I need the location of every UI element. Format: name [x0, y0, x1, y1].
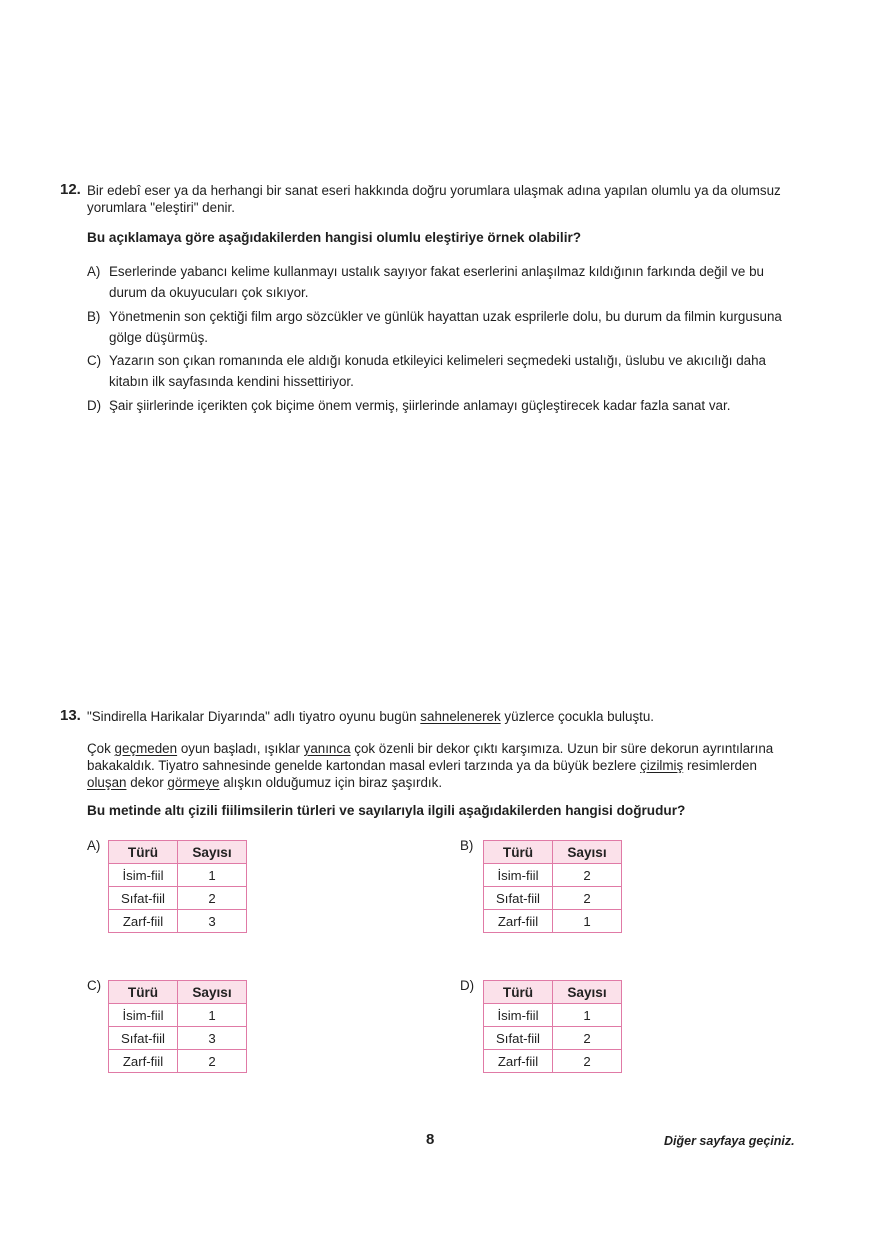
q13-passage-text: alışkın olduğumuz için biraz şaşırdık. [219, 775, 443, 790]
header-turu: Türü [484, 981, 553, 1004]
q13-passage-text: resimlerden [683, 758, 757, 773]
cell-count: 1 [553, 910, 622, 933]
q13-intro [87, 708, 654, 725]
q12-option-a-line2: durum da okuyucuları çok sıkıyor. [109, 285, 309, 300]
table-row [484, 1050, 622, 1073]
cell-type: Zarf-fiil [109, 910, 178, 933]
q12-stem [87, 182, 827, 216]
table-row [484, 887, 622, 910]
cell-type: İsim-fiil [109, 864, 178, 887]
next-page-note: Diğer sayfaya geçiniz. [664, 1134, 795, 1148]
cell-type: Zarf-fiil [109, 1050, 178, 1073]
q12-stem-line2: yorumlara "eleştiri" denir. [87, 200, 235, 215]
cell-count: 1 [178, 864, 247, 887]
cell-type: İsim-fiil [109, 1004, 178, 1027]
cell-type: Zarf-fiil [484, 910, 553, 933]
q13-passage-text: çok özenli bir dekor çıktı karşımıza. Uzun bir süre dekorun ayrıntılarına [350, 741, 774, 756]
cell-type: İsim-fiil [484, 864, 553, 887]
q13-option-d-table [483, 980, 622, 1073]
q12-number: 12. [60, 181, 81, 198]
header-sayisi: Sayısı [553, 981, 622, 1004]
q13-option-letter: D) [460, 978, 475, 993]
q13-underlined-verbal: sahnelenerek [420, 709, 501, 724]
cell-type: Sıfat-fiil [484, 887, 553, 910]
q13-underlined-verbal: görmeye [167, 775, 220, 790]
cell-count: 2 [178, 1050, 247, 1073]
cell-type: Zarf-fiil [484, 1050, 553, 1073]
cell-type: Sıfat-fiil [484, 1027, 553, 1050]
q13-passage-text: oyun başladı, ışıklar [177, 741, 304, 756]
q12-option-letter: C) [87, 353, 102, 368]
q12-option-c-line2: kitabın ilk sayfasında kendini hissettiriyor. [109, 374, 354, 389]
table-row [484, 1027, 622, 1050]
q13-option-b-table [483, 840, 622, 933]
table-row [109, 910, 247, 933]
header-turu: Türü [109, 981, 178, 1004]
cell-count: 2 [553, 887, 622, 910]
cell-type: Sıfat-fiil [109, 887, 178, 910]
table-row [484, 910, 622, 933]
cell-count: 3 [178, 910, 247, 933]
q13-option-letter: C) [87, 978, 102, 993]
cell-count: 2 [178, 887, 247, 910]
table-row [109, 864, 247, 887]
q13-underlined-verbal: oluşan [87, 775, 127, 790]
q13-intro-text: yüzlerce çocukla buluştu. [500, 709, 655, 724]
q12-option-d-line1: Şair şiirlerinde içerikten çok biçime önem vermiş, şiirlerinde anlamayı güçleştirecek kadar fazla sanat var. [109, 398, 731, 413]
table-row [484, 864, 622, 887]
q13-underlined-verbal: yanınca [303, 741, 351, 756]
q13-intro-text: "Sindirella Harikalar Diyarında" adlı tiyatro oyunu bugün [87, 709, 421, 724]
cell-type: Sıfat-fiil [109, 1027, 178, 1050]
page-number: 8 [426, 1131, 435, 1148]
q12-option-text [109, 261, 764, 303]
q13-number: 13. [60, 707, 81, 724]
q13-option-c-table [108, 980, 247, 1073]
cell-count: 1 [178, 1004, 247, 1027]
q12-option-b-line2: gölge düşürmüş. [109, 330, 208, 345]
q12-question: Bu açıklamaya göre aşağıdakilerden hangisi olumlu eleştiriye örnek olabilir? [87, 230, 582, 245]
q12-option-b-line1: Yönetmenin son çektiği film argo sözcükler ve günlük hayattan uzak esprilerle dolu, bu durum da filmin kurgusuna [109, 309, 782, 324]
q13-option-a-table [108, 840, 247, 933]
table-row [109, 1004, 247, 1027]
cell-count: 2 [553, 1027, 622, 1050]
q12-option-letter: B) [87, 309, 101, 324]
q13-passage [87, 740, 817, 791]
cell-count: 2 [553, 1050, 622, 1073]
q12-option-text [109, 306, 782, 348]
table-row [109, 1050, 247, 1073]
q12-option-a-line1: Eserlerinde yabancı kelime kullanmayı ustalık sayıyor fakat eserlerini anlaşılmaz kıldığının farkında değil ve bu [109, 264, 764, 279]
q12-option-letter: A) [87, 264, 101, 279]
header-sayisi: Sayısı [178, 841, 247, 864]
q12-option-text [109, 395, 730, 416]
header-turu: Türü [484, 841, 553, 864]
table-row [109, 1027, 247, 1050]
q13-passage-text: dekor [126, 775, 168, 790]
q13-passage-text: Çok [87, 741, 115, 756]
cell-count: 3 [178, 1027, 247, 1050]
cell-count: 1 [553, 1004, 622, 1027]
q12-option-letter: D) [87, 398, 102, 413]
q12-option-text [109, 350, 766, 392]
header-turu: Türü [109, 841, 178, 864]
cell-type: İsim-fiil [484, 1004, 553, 1027]
q13-passage-text: bakakaldık. Tiyatro sahnesinde genelde kartondan masal evleri tarzında ya da büyük bezlere [87, 758, 641, 773]
q13-option-letter: A) [87, 838, 101, 853]
q13-option-letter: B) [460, 838, 474, 853]
q13-underlined-verbal: geçmeden [114, 741, 178, 756]
q12-stem-line1: Bir edebî eser ya da herhangi bir sanat eseri hakkında doğru yorumlara ulaşmak adına yapılan olumlu ya da olumsuz [87, 183, 781, 198]
table-row [109, 887, 247, 910]
q13-question: Bu metinde altı çizili fiilimsilerin türleri ve sayılarıyla ilgili aşağıdakilerden hangisi doğrudur? [87, 803, 686, 818]
q13-underlined-verbal: çizilmiş [640, 758, 684, 773]
cell-count: 2 [553, 864, 622, 887]
q12-option-c-line1: Yazarın son çıkan romanında ele aldığı konuda etkileyici kelimeleri seçmedeki ustalığı, üslubu ve akıcılığı daha [109, 353, 766, 368]
header-sayisi: Sayısı [178, 981, 247, 1004]
header-sayisi: Sayısı [553, 841, 622, 864]
table-row [484, 1004, 622, 1027]
